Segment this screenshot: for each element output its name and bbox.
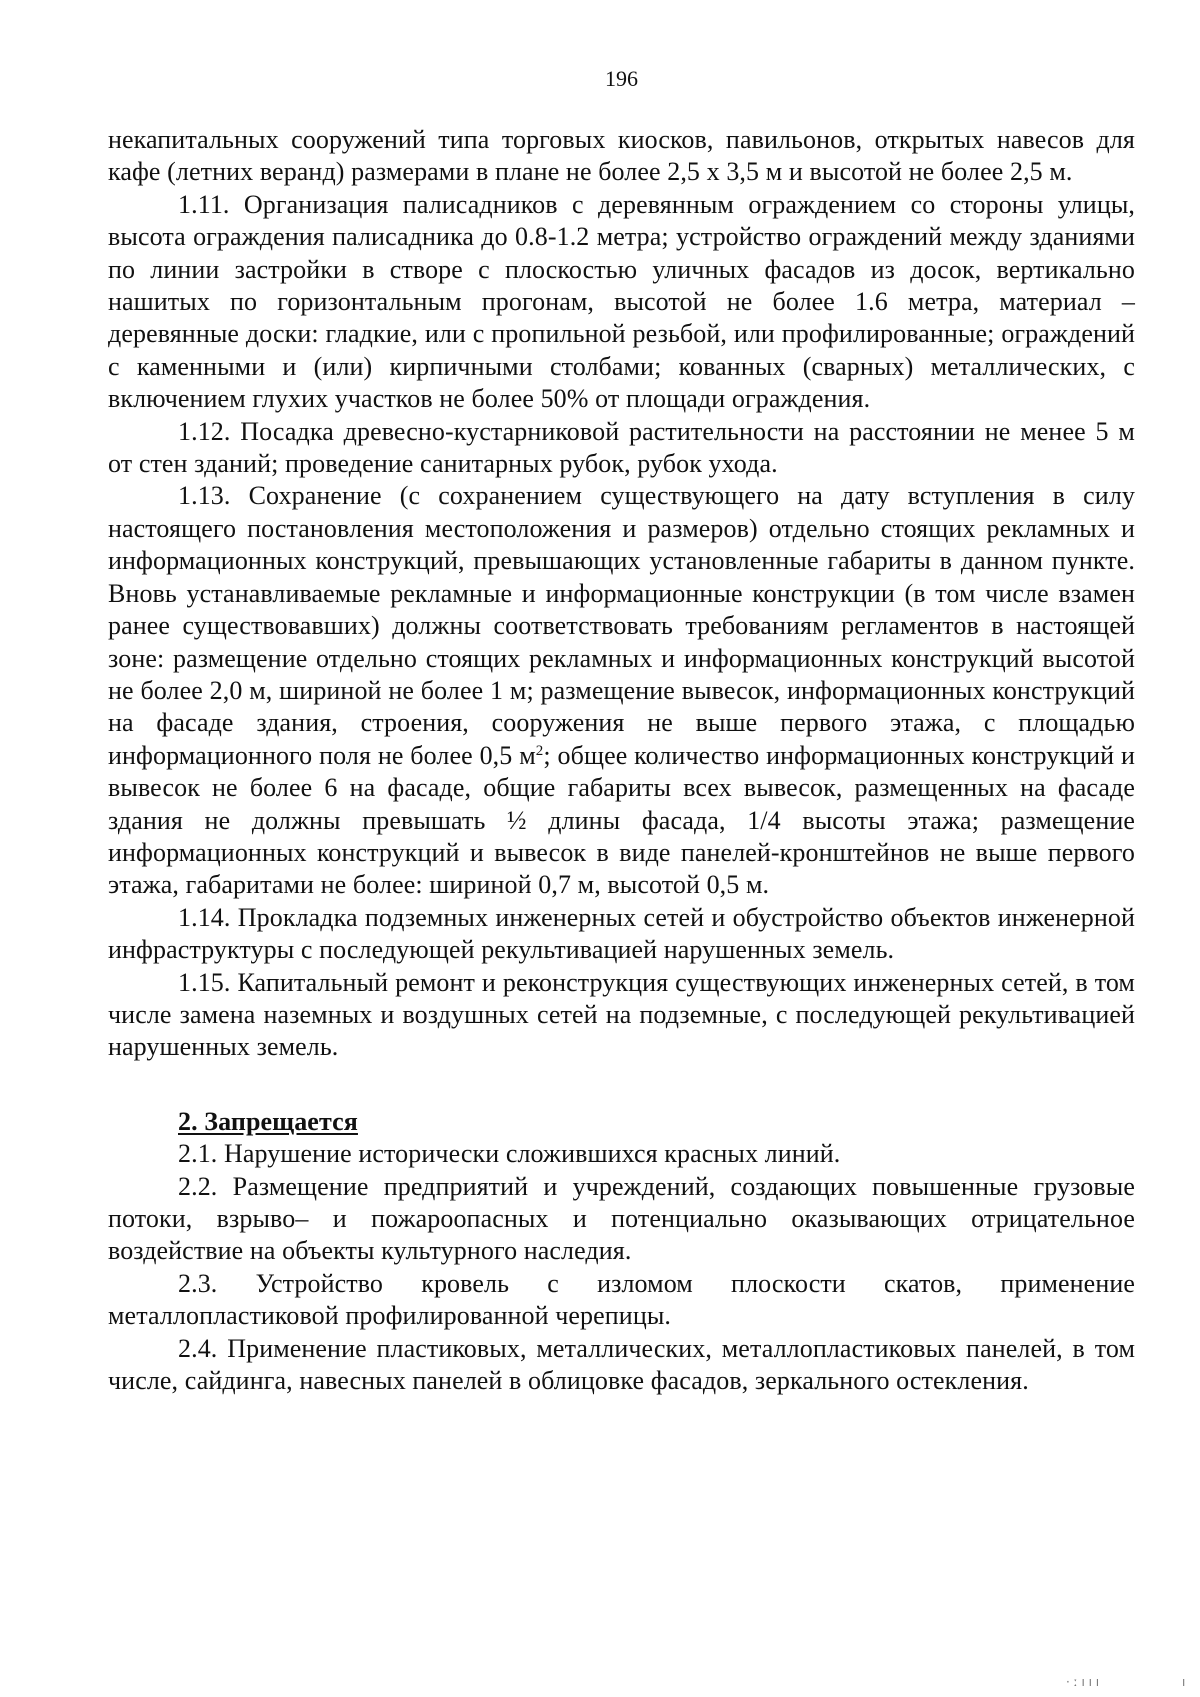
square-meter-superscript: 2: [535, 742, 544, 759]
paragraph-1-13-part-2: ; общее количество информационных конструкций и вывесок не более 6 на фасаде, общие габариты всех вывесок, размещенных на фасаде здания не должны превышать ½ длины фасада, 1/4 высоты этажа; размещение информационных конструкций и вывесок в виде панелей-кронштейнов не выше первого этажа, габаритами не более: шириной 0,7 м, высотой 0,5 м.: [108, 740, 1135, 900]
paragraph-1-12: 1.12. Посадка древесно-кустарниковой растительности на расстоянии не менее 5 м от стен зданий; проведение санитарных рубок, рубок ухода.: [108, 416, 1135, 479]
paragraph-1-14: 1.14. Прокладка подземных инженерных сетей и обустройство объектов инженерной инфраструктуры с последующей рекультивацией нарушенных земель.: [108, 902, 1135, 965]
paragraph-1-13: [108, 480, 1135, 901]
scan-artifact-edge: ı: [1182, 1675, 1186, 1689]
paragraph-2-2: 2.2. Размещение предприятий и учреждений, создающих повышенные грузовые потоки, взрыво– и пожароопасных и потенциально оказывающих отрицательное воздействие на объекты культурного наследия.: [108, 1171, 1135, 1266]
document-body: [108, 124, 1135, 1397]
scan-artifact-mark: · ː ı ı ı: [1066, 1675, 1100, 1689]
page-number: 196: [605, 66, 638, 91]
paragraph-continuation: некапитальных сооружений типа торговых киосков, павильонов, открытых навесов для кафе (летних веранд) размерами в плане не более 2,5 х 3,5 м и высотой не более 2,5 м.: [108, 125, 1135, 187]
paragraph-1-11: 1.11. Организация палисадников с деревянным ограждением со стороны улицы, высота ограждения палисадника до 0.8-1.2 метра; устройство ограждений между зданиями по линии застройки в створе с плоскостью уличных фасадов из досок, вертикально нашитых по горизонтальным прогонам, высотой не более 1.6 метра, материал – деревянные доски: гладкие, или с пропильной резьбой, или профилированные; ограждений с каменными и (или) кирпичными столбами; кованных (сварных) металлических, с включением глухих участков не более 50% от площади ограждения.: [108, 189, 1135, 414]
paragraph-2-3: 2.3. Устройство кровель с изломом плоскости скатов, применение металлопластиковой профилированной черепицы.: [108, 1268, 1135, 1331]
section-heading-prohibited: 2. Запрещается: [178, 1106, 358, 1136]
paragraph-2-1: 2.1. Нарушение исторически сложившихся красных линий.: [178, 1139, 841, 1169]
paragraph-1-15: 1.15. Капитальный ремонт и реконструкция существующих инженерных сетей, в том числе замена наземных и воздушных сетей на подземные, с последующей рекультивацией нарушенных земель.: [108, 967, 1135, 1062]
paragraph-1-13-part-1: 1.13. Сохранение (с сохранением существующего на дату вступления в силу настоящего постановления местоположения и размеров) отдельно стоящих рекламных и информационных конструкций, превышающих установленные габариты в данном пункте. Вновь устанавливаемые рекламные и информационные конструкции (в том числе взамен ранее существовавших) должны соответствовать требованиям регламентов в настоящей зоне: размещение отдельно стоящих рекламных и информационных конструкций высотой не более 2,0 м, шириной не более 1 м; размещение вывесок, информационных конструкций на фасаде здания, строения, сооружения не выше первого этажа, с площадью информационного поля не более 0,5 м: [108, 481, 1135, 770]
paragraph-2-4: 2.4. Применение пластиковых, металлических, металлопластиковых панелей, в том числе, сайдинга, навесных панелей в облицовке фасадов, зеркального остекления.: [108, 1333, 1135, 1396]
